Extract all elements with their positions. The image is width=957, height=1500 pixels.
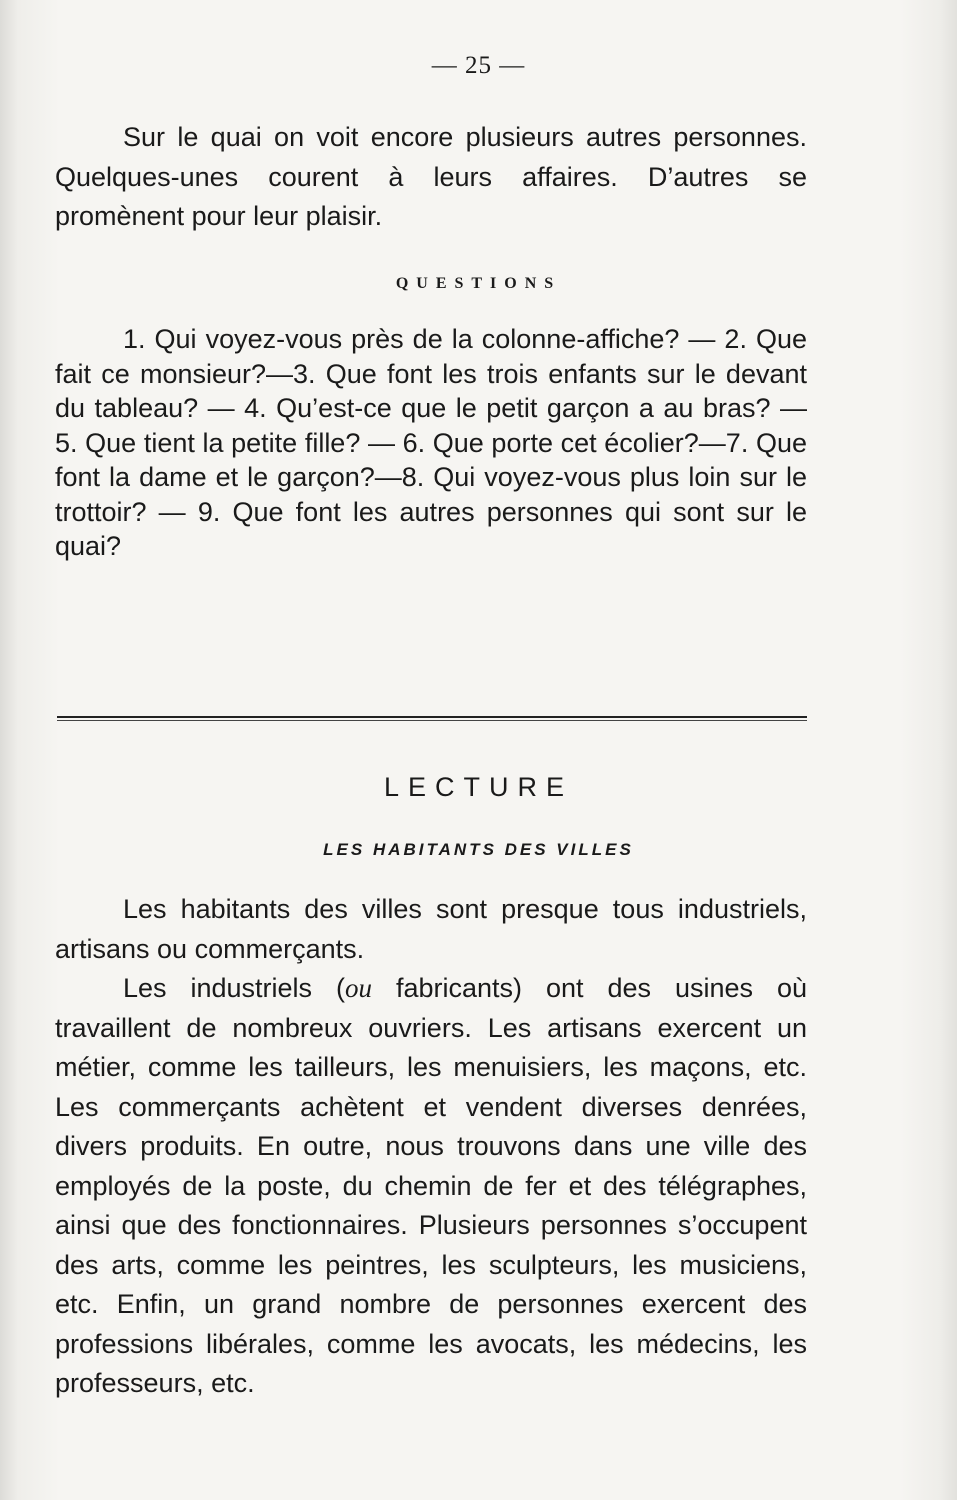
intro-paragraph: Sur le quai on voit encore plusieurs autres personnes. Quelques-unes courent à leurs affaires. D’autres se promènent pour leur plaisir. [55,122,807,231]
lecture-heading: LECTURE [383,772,574,802]
page-number: — 25 — [431,52,526,79]
reading-paragraph-2-rest: fabricants) ont des usines où travaillent de nombreux ouvriers. Les artisans exercent un métier, comme les tailleurs, les menuisiers, les maçons, etc. Les commerçants achètent et vendent diverses denrées, divers produits. En outre, nous trouvons dans une ville des employés de la poste, du chemin de fer et des télégraphes, ainsi que des fonctionnaires. Plusieurs personnes s’occupent des arts, comme les peintres, les sculpteurs, les musiciens, etc. Enfin, un grand nombre de personnes exercent des professions libérales, comme les avocats, les médecins, les professeurs, etc. [55,973,807,1398]
reading-paragraph-2 [55,969,807,1404]
reading-section [55,890,807,1404]
section-divider [57,716,807,718]
reading-paragraph-2-start: Les industriels ( [123,973,345,1003]
lecture-subtitle: LES HABITANTS DES VILLES [323,840,634,859]
intro-section [55,118,807,237]
questions-paragraph: 1. Qui voyez-vous près de la colonne-affiche? — 2. Que fait ce monsieur?—3. Que font les trois enfants sur le devant du tableau? — 4. Qu’est-ce que le petit garçon a au bras? — 5. Que tient la petite fille? — 6. Que porte cet écolier?—7. Que font la dame et le garçon?—8. Qui voyez-vous plus loin sur le trottoir? — 9. Que font les autres personnes qui sont sur le quai? [55,324,807,561]
reading-paragraph-2-italic: ou [345,973,372,1003]
questions-heading: QUESTIONS [395,275,562,292]
reading-paragraph-1: Les habitants des villes sont presque tous industriels, artisans ou commerçants. [55,894,807,964]
questions-section [55,322,807,564]
